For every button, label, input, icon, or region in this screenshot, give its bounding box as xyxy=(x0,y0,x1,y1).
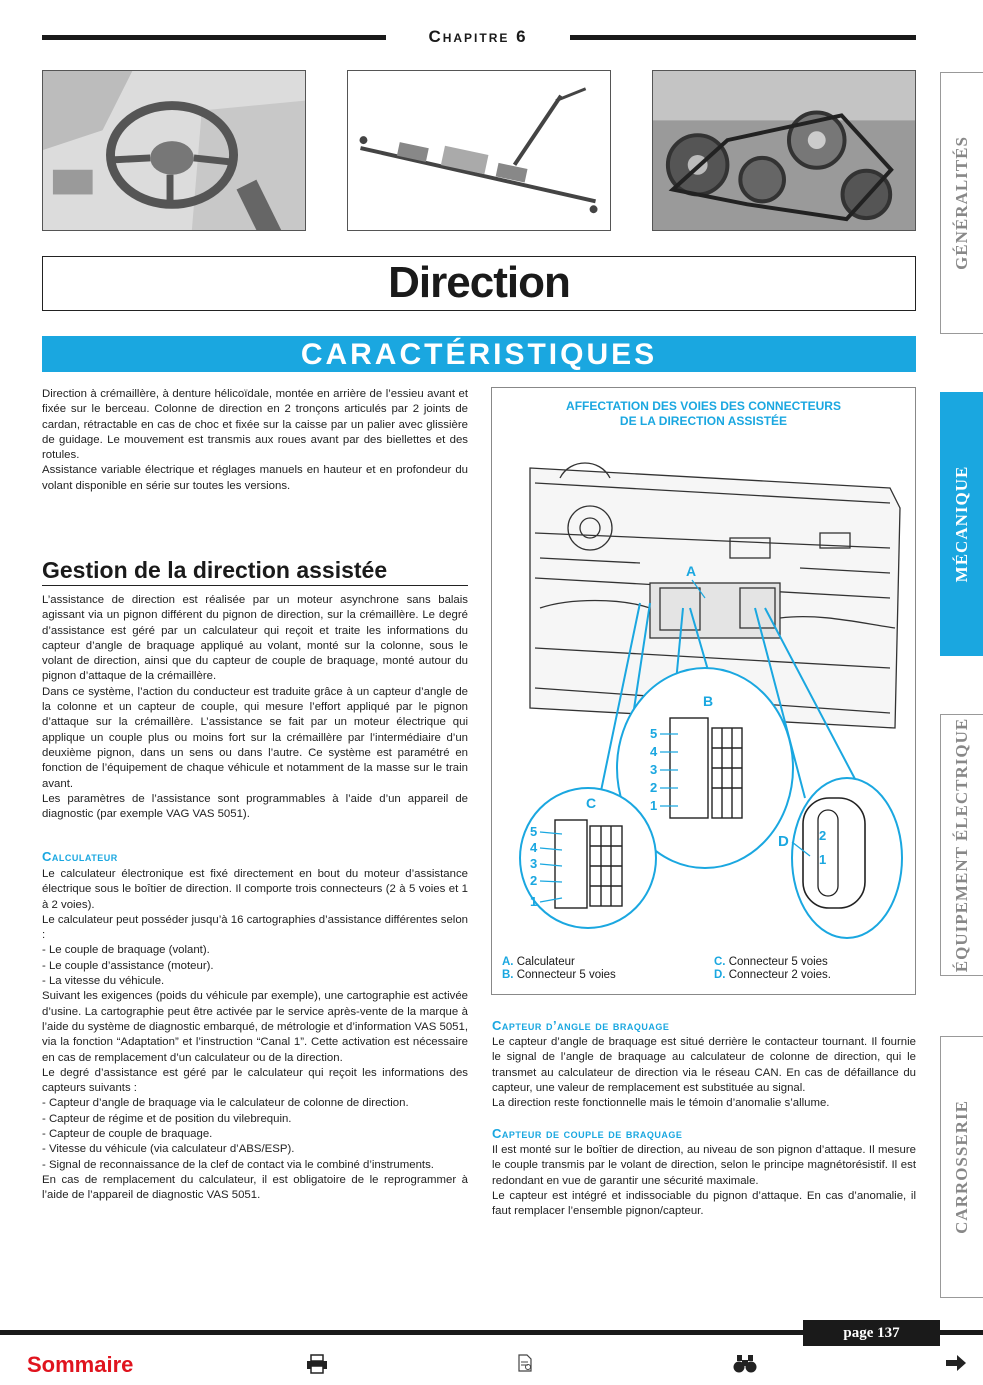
pin-d-2: 2 xyxy=(819,828,827,843)
pin-c-5: 5 xyxy=(530,824,538,839)
sommaire-link[interactable]: Sommaire xyxy=(27,1352,134,1377)
binoculars-icon[interactable] xyxy=(733,1354,757,1380)
calculateur-text: Le calculateur électronique est fixé directement en bout du moteur d’assistance électrique sous le boîtier de direction. Il comporte trois connecteurs (2 à 5 voies et 1 à 2 voies). Le calculateur peut posséder jusqu’à 16 cartographies d’assistance différentes selon : - Le couple de braquage (volant). - Le couple d’assistance (moteur). - La vitesse du véhicule. Suivant les exigences (poids du véhicule par exemple), une cartographie est activée d’usine. La cartographie peut être activée par le service après-vente de la marque à l’aide du système de diagnostic embarqué, de métrologie et d’information VAS 5051, via la fonction “Adaptation” et l’instruction “Canal 1”. Cette activation est nécessaire en cas de remplacement d’un calculateur ou de la direction. Le degré d’assistance est géré par le calculateur qui reçoit les informations des capteurs suivants : - Capteur d’angle de braquage via le calculateur de colonne de direction. - Capteur de régime et de position du vilebrequin. - Capteur de couple de braquage. - Vitesse du véhicule (via calculateur d’ABS/ESP). - Signal de reconnaissance de la clef de contact via le combiné d’instruments. En cas de remplacement du calculateur, il est obligatoire de le reprogrammer à l’aide de l’appareil de diagnostic VAS 5051. xyxy=(42,868,468,1202)
pin-b-4: 4 xyxy=(650,744,658,759)
heading-capteur-couple: Capteur de couple de braquage xyxy=(492,1126,683,1141)
legend-c: C. Connecteur 5 voies xyxy=(714,956,828,968)
header-rule-left xyxy=(42,35,386,40)
heading-calculateur: Calculateur xyxy=(42,849,118,864)
section-banner: CARACTÉRISTIQUES xyxy=(42,336,916,372)
tab-equipement-electrique-label: ÉQUIPEMENT ÉLECTRIQUE xyxy=(952,717,971,973)
pin-c-4: 4 xyxy=(530,840,538,855)
legend-a: A. Calculateur xyxy=(502,956,575,968)
page-number: page 137 xyxy=(803,1320,940,1346)
legend-b: B. Connecteur 5 voies xyxy=(502,969,616,981)
tab-carrosserie[interactable] xyxy=(940,1036,983,1298)
capteur-couple-text: Il est monté sur le boîtier de direction, au niveau de son pignon d’attaque. Il mesure le couple transmis par le volant de direction, selon le principe magnétorésistif. Il est redondant en vue de garantir une sécurité maximale. Le capteur est intégré et indissociable du pignon d’attaque. En cas d’anomalie, il faut remplacer l’ensemble pignon/capteur. xyxy=(492,1144,916,1218)
chapter-label: Chapitre 6 xyxy=(428,27,528,46)
pin-b-2: 2 xyxy=(650,780,658,795)
legend-d: D. Connecteur 2 voies. xyxy=(714,969,831,981)
pin-c-1: 1 xyxy=(530,894,538,909)
photo-engine-belt xyxy=(652,70,916,231)
capteur-angle-text: Le capteur d’angle de braquage est situé derrière le contacteur tournant. Il fournie le signal de l’angle de braquage au calculateur de colonne de direction, qui le transmet au calculateur de direction via le réseau CAN. En cas de défaillance du capteur, une valeur de remplacement est substituée au signal. La direction reste fonctionnelle mais le témoin d’anomalie s’allume. xyxy=(492,1036,916,1110)
arrow-right-icon[interactable] xyxy=(945,1354,967,1378)
photo-steering-rack xyxy=(347,70,611,231)
heading-capteur-angle: Capteur d’angle de braquage xyxy=(492,1018,670,1033)
tab-generalites-label: GÉNÉRALITÉS xyxy=(952,136,971,270)
intro-text: Direction à crémaillère, à denture hélicoïdale, montée en arrière de l’essieu avant et fixée sur le berceau. Colonne de direction en 2 tronçons articulés par 2 joints de cardan, rétractable en cas de choc et fixée sur la caisse par un palier avec glissière de guidage. Le mouvement est transmis aux roues avant par des biellettes et des rotules. Assistance variable électrique et réglages manuels en hauteur et en profondeur du volant disponible en série sur toutes les versions. xyxy=(42,388,468,492)
label-B: B xyxy=(703,693,714,709)
pin-c-2: 2 xyxy=(530,873,538,888)
tab-mecanique[interactable] xyxy=(940,392,983,656)
heading-gestion: Gestion de la direction assistée xyxy=(42,556,468,586)
legend-col-right xyxy=(714,956,831,982)
pin-c-3: 3 xyxy=(530,856,538,871)
label-A: A xyxy=(686,563,697,579)
diagram-title: AFFECTATION DES VOIES DES CONNECTEURS DE LA DIRECTION ASSISTÉE xyxy=(566,399,841,428)
pin-b-1: 1 xyxy=(650,798,658,813)
printer-icon[interactable] xyxy=(306,1354,328,1380)
legend-col-left xyxy=(502,956,616,982)
pin-b-5: 5 xyxy=(650,726,658,741)
page-title: Direction xyxy=(388,258,570,307)
tab-generalites[interactable] xyxy=(940,72,983,334)
pin-b-3: 3 xyxy=(650,762,658,777)
tab-mecanique-label: MÉCANIQUE xyxy=(952,465,971,583)
header-rule-right xyxy=(570,35,916,40)
diagram-drawing xyxy=(500,448,908,948)
label-D: D xyxy=(778,833,789,850)
tab-carrosserie-label: CARROSSERIE xyxy=(952,1100,971,1234)
document-icon[interactable] xyxy=(517,1354,533,1378)
label-C: C xyxy=(586,795,597,811)
gestion-text: L’assistance de direction est réalisée par un moteur asynchrone sans balais agissant via un pignon différent du pignon de direction, sur la crémaillère. Le degré d’assistance est géré par un calculateur qui reçoit et traite les informations du capteur d’angle de braquage appliqué au volant, monté sur la colonne, sous le volant de direction, ainsi que du capteur de couple de braquage, monté autour du pignon d’attaque de la crémaillère. Dans ce système, l’action du conducteur est traduite grâce à un capteur d’angle de la colonne et un capteur de couple, qui mesure l’effort appliqué par le pignon d’attaque sur la crémaillère. L’assistance se fait par un moteur électrique qui applique un couple plus ou moins fort sur la crémaillère par l’intermédiaire d’un deuxième pignon, dans un sens ou dans l’autre. Ce système est paramétré en fonction de l’équipement de chaque véhicule et notamment de la masse sur le train avant. Les paramètres de l’assistance sont programmables à l’aide d’un appareil de diagnostic (par exemple VAG VAS 5051). xyxy=(42,594,468,821)
page-title-box xyxy=(42,256,916,311)
photo-steering-wheel xyxy=(42,70,306,231)
pin-d-1: 1 xyxy=(819,852,827,867)
connector-diagram xyxy=(491,387,916,995)
tab-equipement-electrique[interactable] xyxy=(940,714,983,976)
